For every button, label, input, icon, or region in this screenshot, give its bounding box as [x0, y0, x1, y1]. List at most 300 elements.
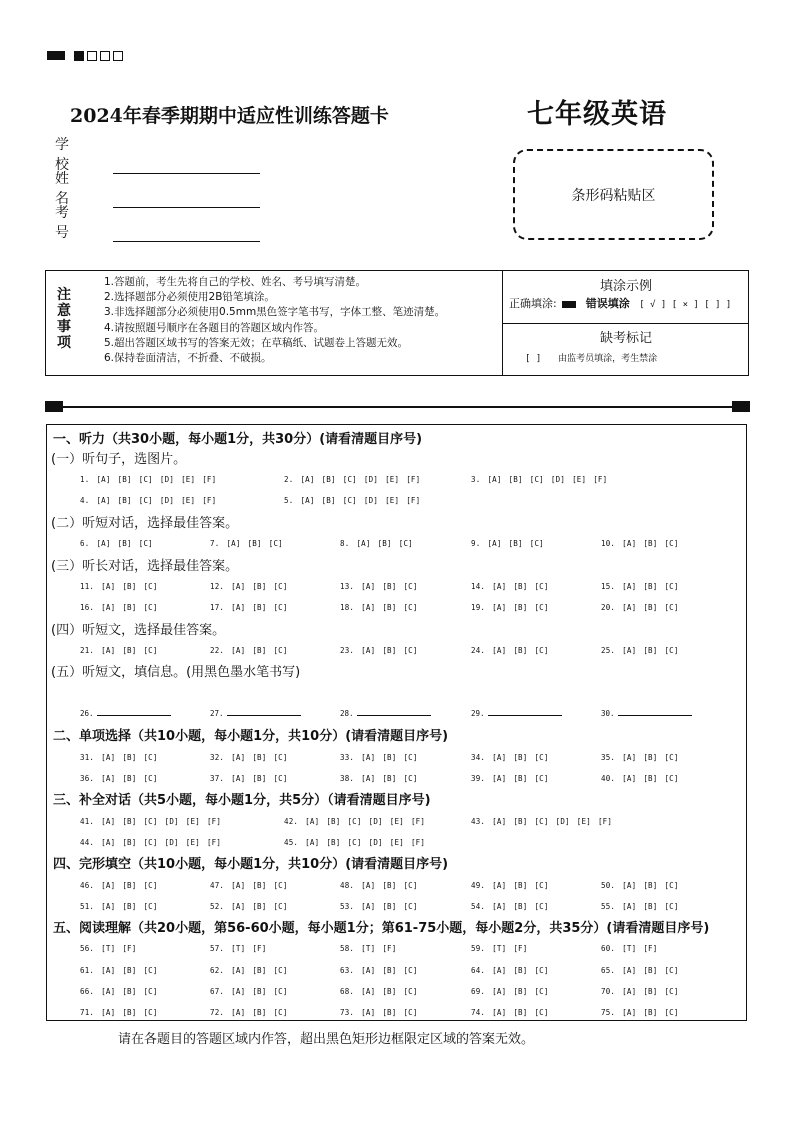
answer-option[interactable]: [D] [363, 496, 379, 505]
answer-option[interactable]: [D] [159, 475, 175, 484]
question-15[interactable] [601, 582, 679, 591]
question-54[interactable] [471, 902, 549, 911]
answer-option[interactable]: [C] [403, 966, 418, 975]
answer-option[interactable]: [E] [185, 817, 200, 826]
answer-option[interactable]: [A] [361, 881, 376, 890]
answer-option[interactable]: [C] [138, 475, 153, 484]
question-19[interactable] [471, 603, 549, 612]
answer-option[interactable]: [E] [385, 496, 400, 505]
answer-option[interactable]: [A] [226, 539, 241, 548]
answer-option[interactable]: [B] [643, 753, 658, 762]
answer-option[interactable]: [C] [403, 646, 418, 655]
answer-option[interactable]: [C] [664, 539, 679, 548]
answer-option[interactable]: [A] [231, 987, 246, 996]
answer-option[interactable]: [C] [534, 966, 549, 975]
answer-option[interactable]: [A] [622, 582, 637, 591]
question-51[interactable] [80, 902, 158, 911]
answer-option[interactable]: [C] [273, 646, 288, 655]
answer-option[interactable]: [B] [252, 753, 267, 762]
answer-option[interactable]: [A] [622, 603, 637, 612]
answer-option[interactable]: [T] [231, 944, 246, 953]
question-64[interactable] [471, 966, 549, 975]
answer-option[interactable]: [A] [622, 966, 637, 975]
answer-option[interactable]: [A] [492, 774, 507, 783]
answer-option[interactable]: [C] [664, 966, 679, 975]
answer-option[interactable]: [E] [181, 475, 196, 484]
question-50[interactable] [601, 881, 679, 890]
answer-option[interactable]: [C] [143, 881, 158, 890]
answer-option[interactable]: [F] [206, 838, 222, 847]
question-22[interactable] [210, 646, 288, 655]
answer-option[interactable]: [C] [273, 881, 288, 890]
question-11[interactable] [80, 582, 158, 591]
answer-option[interactable]: [A] [361, 646, 376, 655]
answer-option[interactable]: [B] [122, 774, 137, 783]
question-32[interactable] [210, 753, 288, 762]
answer-option[interactable]: [E] [389, 838, 404, 847]
question-42[interactable] [284, 817, 425, 826]
answer-option[interactable]: [B] [643, 774, 658, 783]
answer-option[interactable]: [B] [117, 475, 132, 484]
answer-option[interactable]: [A] [101, 902, 116, 911]
blank-item[interactable] [80, 709, 171, 718]
answer-option[interactable]: [F] [643, 944, 658, 953]
answer-option[interactable]: [A] [231, 603, 246, 612]
answer-option[interactable]: [B] [377, 539, 392, 548]
answer-option[interactable]: [C] [143, 1008, 158, 1017]
answer-option[interactable]: [B] [643, 902, 658, 911]
question-63[interactable] [340, 966, 418, 975]
answer-option[interactable]: [B] [252, 1008, 267, 1017]
answer-option[interactable]: [C] [534, 603, 549, 612]
question-49[interactable] [471, 881, 549, 890]
answer-option[interactable]: [C] [534, 987, 549, 996]
question-24[interactable] [471, 646, 549, 655]
question-60[interactable] [601, 944, 657, 953]
answer-option[interactable]: [C] [534, 1008, 549, 1017]
question-52[interactable] [210, 902, 288, 911]
answer-option[interactable]: [B] [326, 817, 341, 826]
question-35[interactable] [601, 753, 679, 762]
answer-option[interactable]: [B] [513, 966, 528, 975]
answer-option[interactable]: [A] [622, 539, 637, 548]
answer-option[interactable]: [C] [664, 774, 679, 783]
answer-option[interactable]: [A] [622, 902, 637, 911]
question-58[interactable] [340, 944, 396, 953]
answer-option[interactable]: [A] [231, 774, 246, 783]
answer-option[interactable]: [C] [273, 987, 288, 996]
answer-option[interactable]: [A] [101, 966, 116, 975]
answer-option[interactable]: [B] [252, 966, 267, 975]
answer-option[interactable]: [A] [492, 902, 507, 911]
question-66[interactable] [80, 987, 158, 996]
answer-option[interactable]: [B] [122, 582, 137, 591]
answer-option[interactable]: [A] [622, 987, 637, 996]
answer-option[interactable]: [T] [622, 944, 637, 953]
answer-option[interactable]: [D] [368, 838, 383, 847]
blank-item[interactable] [210, 709, 301, 718]
answer-option[interactable]: [T] [492, 944, 507, 953]
answer-option[interactable]: [C] [273, 902, 288, 911]
answer-option[interactable]: [A] [622, 1008, 637, 1017]
answer-option[interactable]: [A] [361, 603, 376, 612]
answer-option[interactable]: [B] [643, 966, 658, 975]
question-71[interactable] [80, 1008, 158, 1017]
answer-option[interactable]: [A] [96, 496, 111, 505]
question-68[interactable] [340, 987, 418, 996]
answer-option[interactable]: [B] [513, 774, 528, 783]
answer-option[interactable]: [A] [231, 1008, 246, 1017]
school-input-line[interactable] [113, 157, 260, 174]
answer-option[interactable]: [B] [382, 902, 397, 911]
question-69[interactable] [471, 987, 549, 996]
question-73[interactable] [340, 1008, 418, 1017]
question-2[interactable] [284, 475, 420, 484]
question-62[interactable] [210, 966, 288, 975]
answer-option[interactable]: [A] [101, 603, 116, 612]
question-48[interactable] [340, 881, 418, 890]
answer-option[interactable]: [B] [252, 902, 267, 911]
answer-option[interactable]: [A] [101, 881, 116, 890]
answer-option[interactable]: [C] [403, 774, 418, 783]
blank-item[interactable] [601, 709, 692, 718]
question-16[interactable] [80, 603, 158, 612]
answer-option[interactable]: [C] [529, 475, 544, 484]
answer-option[interactable]: [A] [300, 496, 315, 505]
answer-option[interactable]: [A] [622, 753, 637, 762]
question-40[interactable] [601, 774, 679, 783]
question-55[interactable] [601, 902, 679, 911]
question-34[interactable] [471, 753, 549, 762]
answer-option[interactable]: [B] [382, 603, 397, 612]
answer-option[interactable]: [A] [492, 987, 507, 996]
question-17[interactable] [210, 603, 288, 612]
question-1[interactable] [80, 475, 216, 484]
answer-option[interactable]: [C] [403, 582, 418, 591]
answer-option[interactable]: [B] [122, 1008, 137, 1017]
answer-option[interactable]: [B] [252, 603, 267, 612]
answer-option[interactable]: [D] [159, 496, 175, 505]
question-20[interactable] [601, 603, 679, 612]
answer-option[interactable]: [A] [361, 902, 376, 911]
answer-option[interactable]: [C] [664, 753, 679, 762]
answer-option[interactable]: [C] [534, 646, 549, 655]
answer-option[interactable]: [A] [231, 902, 246, 911]
question-12[interactable] [210, 582, 288, 591]
answer-option[interactable]: [C] [143, 817, 158, 826]
answer-option[interactable]: [A] [487, 539, 502, 548]
question-9[interactable] [471, 539, 544, 548]
answer-option[interactable]: [B] [252, 987, 267, 996]
answer-option[interactable]: [C] [143, 753, 158, 762]
answer-option[interactable]: [B] [117, 496, 132, 505]
answer-option[interactable]: [C] [342, 496, 357, 505]
question-44[interactable] [80, 838, 221, 847]
question-39[interactable] [471, 774, 549, 783]
answer-option[interactable]: [C] [664, 603, 679, 612]
question-74[interactable] [471, 1008, 549, 1017]
answer-option[interactable]: [B] [382, 774, 397, 783]
answer-option[interactable]: [C] [273, 966, 288, 975]
answer-option[interactable]: [C] [664, 646, 679, 655]
answer-option[interactable]: [D] [363, 475, 379, 484]
answer-option[interactable]: [C] [529, 539, 544, 548]
question-25[interactable] [601, 646, 679, 655]
answer-option[interactable]: [C] [347, 817, 362, 826]
question-14[interactable] [471, 582, 549, 591]
answer-option[interactable]: [B] [513, 603, 528, 612]
answer-option[interactable]: [C] [342, 475, 357, 484]
answer-option[interactable]: [C] [664, 987, 679, 996]
question-21[interactable] [80, 646, 158, 655]
question-56[interactable] [80, 944, 136, 953]
answer-option[interactable]: [B] [513, 753, 528, 762]
answer-option[interactable]: [A] [101, 774, 116, 783]
answer-option[interactable]: [B] [382, 582, 397, 591]
answer-option[interactable]: [C] [534, 753, 549, 762]
answer-option[interactable]: [B] [513, 881, 528, 890]
answer-option[interactable]: [C] [138, 539, 153, 548]
answer-option[interactable]: [C] [403, 1008, 418, 1017]
answer-option[interactable]: [A] [231, 881, 246, 890]
answer-option[interactable]: [A] [305, 838, 320, 847]
answer-option[interactable]: [B] [643, 539, 658, 548]
answer-option[interactable]: [B] [643, 603, 658, 612]
answer-option[interactable]: [A] [622, 646, 637, 655]
question-31[interactable] [80, 753, 158, 762]
answer-option[interactable]: [A] [492, 646, 507, 655]
answer-option[interactable]: [C] [273, 1008, 288, 1017]
answer-option[interactable]: [A] [101, 646, 116, 655]
answer-option[interactable]: [B] [252, 774, 267, 783]
question-18[interactable] [340, 603, 418, 612]
answer-option[interactable]: [B] [513, 902, 528, 911]
answer-option[interactable]: [A] [361, 774, 376, 783]
answer-option[interactable]: [A] [492, 1008, 507, 1017]
answer-option[interactable]: [E] [572, 475, 587, 484]
answer-option[interactable]: [B] [513, 646, 528, 655]
answer-option[interactable]: [C] [138, 496, 153, 505]
answer-option[interactable]: [F] [202, 496, 217, 505]
answer-option[interactable]: [E] [185, 838, 200, 847]
answer-option[interactable]: [D] [368, 817, 383, 826]
answer-option[interactable]: [B] [122, 817, 137, 826]
answer-option[interactable]: [C] [273, 774, 288, 783]
answer-option[interactable]: [C] [273, 753, 288, 762]
answer-option[interactable]: [C] [403, 902, 418, 911]
exam-number-input-line[interactable] [113, 225, 260, 242]
answer-option[interactable]: [B] [252, 881, 267, 890]
answer-option[interactable]: [C] [143, 987, 158, 996]
question-4[interactable] [80, 496, 216, 505]
answer-option[interactable]: [A] [101, 817, 116, 826]
answer-option[interactable]: [C] [534, 902, 549, 911]
question-47[interactable] [210, 881, 288, 890]
answer-option[interactable]: [A] [101, 753, 116, 762]
answer-option[interactable]: [A] [231, 753, 246, 762]
answer-option[interactable]: [A] [492, 966, 507, 975]
answer-option[interactable]: [A] [492, 603, 507, 612]
question-33[interactable] [340, 753, 418, 762]
question-70[interactable] [601, 987, 679, 996]
answer-option[interactable]: [B] [117, 539, 132, 548]
answer-option[interactable]: [C] [143, 838, 158, 847]
question-75[interactable] [601, 1008, 679, 1017]
blank-line[interactable] [97, 715, 171, 716]
answer-option[interactable]: [C] [403, 603, 418, 612]
answer-option[interactable]: [B] [382, 987, 397, 996]
answer-option[interactable]: [A] [622, 774, 637, 783]
answer-option[interactable]: [A] [487, 475, 502, 484]
answer-option[interactable]: [A] [622, 881, 637, 890]
question-61[interactable] [80, 966, 158, 975]
blank-line[interactable] [618, 715, 692, 716]
answer-option[interactable]: [C] [403, 987, 418, 996]
blank-item[interactable] [340, 709, 431, 718]
answer-option[interactable]: [A] [361, 987, 376, 996]
question-46[interactable] [80, 881, 158, 890]
question-6[interactable] [80, 539, 153, 548]
answer-option[interactable]: [F] [410, 838, 426, 847]
answer-option[interactable]: [B] [252, 582, 267, 591]
answer-option[interactable]: [B] [382, 881, 397, 890]
question-7[interactable] [210, 539, 283, 548]
question-37[interactable] [210, 774, 288, 783]
question-5[interactable] [284, 496, 420, 505]
answer-option[interactable]: [C] [534, 881, 549, 890]
question-45[interactable] [284, 838, 425, 847]
answer-option[interactable]: [B] [382, 1008, 397, 1017]
answer-option[interactable]: [A] [101, 987, 116, 996]
answer-option[interactable]: [A] [231, 966, 246, 975]
answer-option[interactable]: [B] [643, 646, 658, 655]
answer-option[interactable]: [F] [122, 944, 137, 953]
answer-option[interactable]: [A] [96, 475, 111, 484]
answer-option[interactable]: [E] [385, 475, 400, 484]
question-13[interactable] [340, 582, 418, 591]
answer-option[interactable]: [B] [321, 475, 336, 484]
answer-option[interactable]: [C] [664, 902, 679, 911]
answer-option[interactable]: [C] [347, 838, 362, 847]
answer-option[interactable]: [A] [356, 539, 371, 548]
answer-option[interactable]: [A] [492, 753, 507, 762]
answer-option[interactable]: [C] [664, 1008, 679, 1017]
answer-option[interactable]: [A] [492, 817, 507, 826]
answer-option[interactable]: [B] [382, 753, 397, 762]
answer-option[interactable]: [B] [382, 966, 397, 975]
question-65[interactable] [601, 966, 679, 975]
answer-option[interactable]: [F] [202, 475, 217, 484]
answer-option[interactable]: [B] [122, 966, 137, 975]
answer-option[interactable]: [B] [122, 753, 137, 762]
answer-option[interactable]: [A] [101, 582, 116, 591]
blank-line[interactable] [227, 715, 301, 716]
answer-option[interactable]: [B] [326, 838, 341, 847]
answer-option[interactable]: [C] [273, 603, 288, 612]
answer-option[interactable]: [B] [643, 1008, 658, 1017]
answer-option[interactable]: [D] [164, 838, 179, 847]
answer-option[interactable]: [E] [389, 817, 404, 826]
answer-option[interactable]: [C] [143, 646, 158, 655]
blank-line[interactable] [357, 715, 431, 716]
question-8[interactable] [340, 539, 413, 548]
answer-option[interactable]: [A] [96, 539, 111, 548]
answer-option[interactable]: [F] [513, 944, 528, 953]
answer-option[interactable]: [F] [593, 475, 608, 484]
answer-option[interactable]: [C] [143, 902, 158, 911]
answer-option[interactable]: [A] [305, 817, 320, 826]
answer-option[interactable]: [B] [643, 987, 658, 996]
absent-checkbox[interactable]: [ ] [525, 354, 542, 364]
answer-option[interactable]: [C] [534, 817, 549, 826]
answer-option[interactable]: [F] [410, 817, 426, 826]
answer-option[interactable]: [B] [513, 987, 528, 996]
question-59[interactable] [471, 944, 527, 953]
question-67[interactable] [210, 987, 288, 996]
answer-option[interactable]: [C] [534, 582, 549, 591]
question-53[interactable] [340, 902, 418, 911]
question-36[interactable] [80, 774, 158, 783]
question-10[interactable] [601, 539, 679, 548]
answer-option[interactable]: [A] [300, 475, 315, 484]
answer-option[interactable]: [B] [513, 817, 528, 826]
question-23[interactable] [340, 646, 418, 655]
question-57[interactable] [210, 944, 266, 953]
answer-option[interactable]: [C] [273, 582, 288, 591]
answer-option[interactable]: [B] [122, 881, 137, 890]
blank-item[interactable] [471, 709, 562, 718]
answer-option[interactable]: [B] [122, 902, 137, 911]
answer-option[interactable]: [C] [664, 582, 679, 591]
answer-option[interactable]: [B] [122, 646, 137, 655]
answer-option[interactable]: [F] [406, 475, 421, 484]
answer-option[interactable]: [A] [361, 966, 376, 975]
answer-option[interactable]: [F] [252, 944, 267, 953]
answer-option[interactable]: [B] [252, 646, 267, 655]
answer-option[interactable]: [A] [101, 1008, 116, 1017]
question-38[interactable] [340, 774, 418, 783]
answer-option[interactable]: [C] [143, 603, 158, 612]
answer-option[interactable]: [F] [597, 817, 613, 826]
answer-option[interactable]: [B] [247, 539, 262, 548]
answer-option[interactable]: [B] [643, 881, 658, 890]
answer-option[interactable]: [B] [122, 838, 137, 847]
answer-option[interactable]: [B] [508, 475, 523, 484]
answer-option[interactable]: [B] [122, 603, 137, 612]
answer-option[interactable]: [A] [492, 881, 507, 890]
answer-option[interactable]: [A] [231, 646, 246, 655]
answer-option[interactable]: [A] [231, 582, 246, 591]
answer-option[interactable]: [B] [513, 1008, 528, 1017]
answer-option[interactable]: [B] [122, 987, 137, 996]
exam-number-field[interactable] [55, 205, 260, 242]
answer-option[interactable]: [T] [361, 944, 376, 953]
answer-option[interactable]: [A] [361, 753, 376, 762]
answer-option[interactable]: [A] [361, 1008, 376, 1017]
question-3[interactable] [471, 475, 607, 484]
answer-option[interactable]: [B] [508, 539, 523, 548]
answer-option[interactable]: [C] [664, 881, 679, 890]
answer-option[interactable]: [B] [382, 646, 397, 655]
answer-option[interactable]: [C] [143, 774, 158, 783]
answer-option[interactable]: [C] [534, 774, 549, 783]
answer-option[interactable]: [B] [513, 582, 528, 591]
answer-option[interactable]: [T] [101, 944, 116, 953]
answer-option[interactable]: [A] [361, 582, 376, 591]
answer-option[interactable]: [E] [181, 496, 196, 505]
answer-option[interactable]: [C] [143, 582, 158, 591]
answer-option[interactable]: [C] [143, 966, 158, 975]
